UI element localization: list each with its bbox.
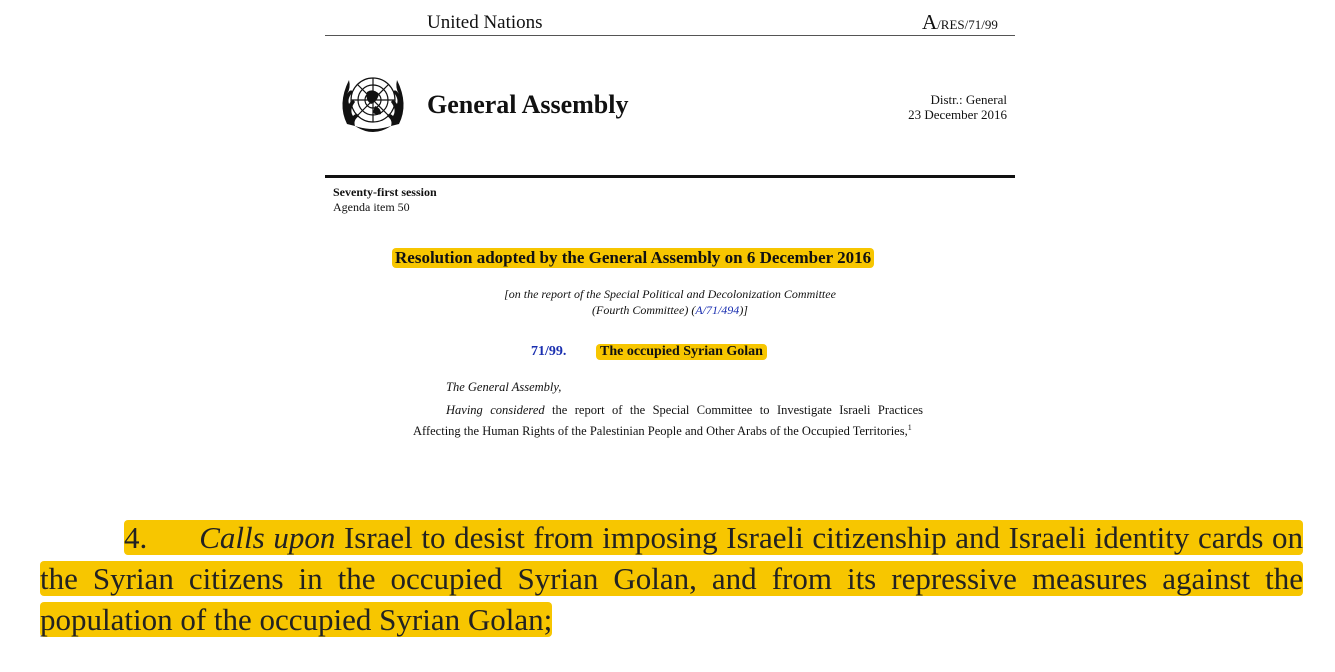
excerpt-paragraph xyxy=(40,517,1303,640)
un-emblem-icon xyxy=(333,68,413,140)
session-name: Seventy-first session xyxy=(333,185,437,199)
header-rule xyxy=(325,35,1015,36)
agenda-item: Agenda item 50 xyxy=(333,200,410,214)
session-info xyxy=(333,185,437,215)
report-line-1: [on the report of the Special Political and Decolonization Committee xyxy=(504,287,836,301)
resolution-name: The occupied Syrian Golan xyxy=(596,344,767,360)
excerpt-italic: Calls upon xyxy=(199,520,336,555)
preamble-italic: Having considered xyxy=(446,403,545,417)
report-link[interactable]: A/71/494 xyxy=(695,303,740,317)
excerpt-text: Israel to desist from imposing Israeli citizenship and Israeli identity cards on the Syrian citizens in the occupied Syrian Golan, and from its repressive measures against the population of the occupied Syrian Golan; xyxy=(40,520,1304,637)
preamble-text: the report of the Special Committee to Investigate Israeli Practices Affecting the Human Rights of the Palestinian People and Other Arabs of the Occupied Territories, xyxy=(413,403,923,439)
excerpt-content xyxy=(40,520,1303,637)
preamble-opening: The General Assembly, xyxy=(446,380,562,394)
resolution-title: Resolution adopted by the General Assembly on 6 December 2016 xyxy=(392,248,874,268)
resolution-number: 71/99. xyxy=(531,344,567,359)
distribution-date: 23 December 2016 xyxy=(908,107,1007,122)
report-line-2-pre: (Fourth Committee) ( xyxy=(592,303,696,317)
footnote-marker[interactable]: 1 xyxy=(907,423,912,432)
distribution-type: Distr.: General xyxy=(930,92,1007,107)
report-line-2-post: )] xyxy=(739,303,748,317)
distribution-info xyxy=(880,92,1007,122)
report-reference xyxy=(440,286,900,318)
report-line-2 xyxy=(440,302,900,318)
body-title: General Assembly xyxy=(427,90,629,119)
symbol-prefix: A xyxy=(922,10,938,34)
org-name: United Nations xyxy=(427,12,543,33)
document-symbol xyxy=(922,10,998,35)
excerpt-number: 4. xyxy=(124,520,148,555)
preamble-paragraph xyxy=(413,402,923,440)
masthead-rule xyxy=(325,175,1015,178)
symbol-suffix: /RES/71/99 xyxy=(937,17,998,32)
